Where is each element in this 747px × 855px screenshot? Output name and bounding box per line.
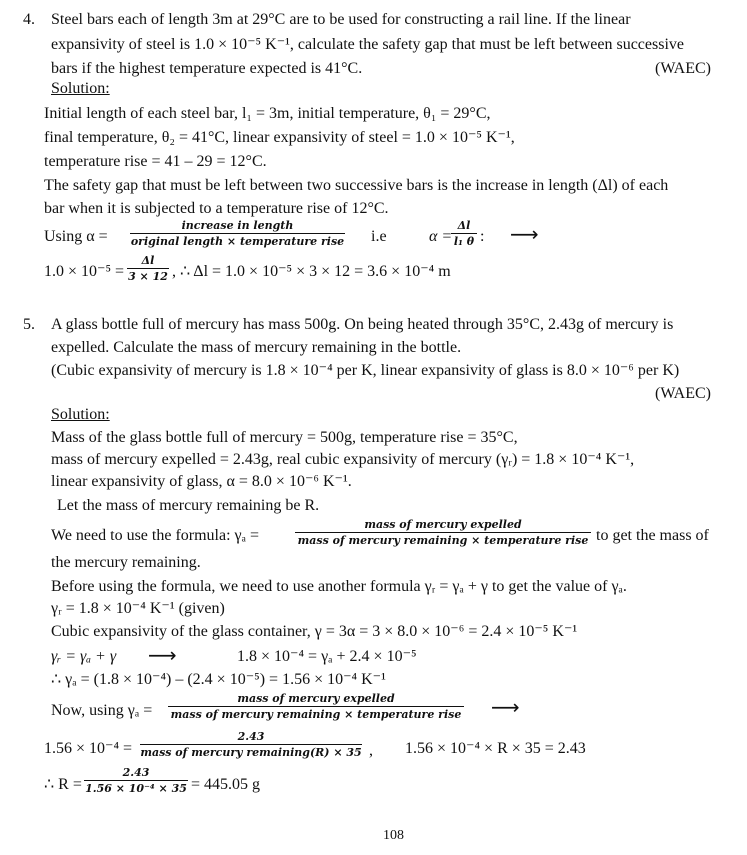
right-arrow-icon: ⟶ [491,695,520,719]
q4-calc-numerator: Δl [127,254,169,269]
q5-now-using: Now, using γₐ = [51,702,153,719]
q4-solution-line4: The safety gap that must be left between two successive bars is the increase in length (Δl) of each [44,177,669,194]
q4-solution-line3: temperature rise = 41 – 29 = 12°C. [44,153,267,170]
q4-solution-line1: Initial length of each steel bar, l₁ = 3m, initial temperature, θ₁ = 29°C, [44,105,491,122]
q4-formula-fraction [130,219,345,248]
q5-now-numerator: mass of mercury expelled [168,692,464,707]
q4-alpha-numerator: Δl [451,219,477,234]
q4-calc-fraction [127,254,169,283]
q5-r-fraction [84,766,188,795]
right-arrow-icon: ⟶ [148,643,177,667]
q4-alpha-fraction [451,219,477,248]
q5-source: (WAEC) [655,385,711,402]
q5-gamma-result: ∴ γₐ = (1.8 × 10⁻⁴) – (2.4 × 10⁻⁵) = 1.56 × 10⁻⁴ K⁻¹ [51,671,386,688]
q5-solution-line1: Mass of the glass bottle full of mercury = 500g, temperature rise = 35°C, [51,429,518,446]
q5-solution-line6: Before using the formula, we need to use another formula γᵣ = γₐ + γ to get the value of γₐ. [51,578,627,595]
q5-gamma-relation: γᵣ = γₐ + γ [51,648,117,665]
q4-calc-left: 1.0 × 10⁻⁵ = [44,263,125,280]
q4-source: (WAEC) [655,60,711,77]
q4-calc-right: , ∴ Δl = 1.0 × 10⁻⁵ × 3 × 12 = 3.6 × 10⁻⁴ m [172,263,451,280]
q5-to-get: to get the mass of [596,527,709,544]
q5-equation-left: 1.56 × 10⁻⁴ = [44,740,133,757]
q5-equation-fraction [140,730,362,759]
q5-result: = 445.05 g [191,776,261,793]
q4-text-line3: bars if the highest temperature expected is 41°C. [51,60,363,77]
q5-solution-line8: Cubic expansivity of the glass container, γ = 3α = 3 × 8.0 × 10⁻⁶ = 2.4 × 10⁻⁵ K⁻¹ [51,623,578,640]
q5-r-denominator: 1.56 × 10⁻⁴ × 35 [85,782,187,795]
q4-alpha-eq: α = [429,228,453,245]
q4-solution-label: Solution: [51,80,110,97]
q4-using-label: Using α = [44,228,108,245]
q4-colon: : [480,228,485,245]
q5-r-numerator: 2.43 [84,766,188,781]
q4-number: 4. [23,11,35,28]
q5-formula-fraction [295,518,591,547]
q5-text-line1: A glass bottle full of mercury has mass 500g. On being heated through 35°C, 2.43g of mercury is [51,316,674,333]
q5-equation-numerator: 2.43 [140,730,362,745]
q5-formula-denominator: mass of mercury remaining × temperature rise [297,534,589,547]
q4-solution-line2: final temperature, θ₂ = 41°C, linear expansivity of steel = 1.0 × 10⁻⁵ K⁻¹, [44,129,515,146]
q5-text-line3: (Cubic expansivity of mercury is 1.8 × 10⁻⁴ per K, linear expansivity of glass is 8.0 × 10⁻⁶ per K) [51,362,680,379]
q5-solution-line7: γᵣ = 1.8 × 10⁻⁴ K⁻¹ (given) [51,600,225,617]
q5-need-formula: We need to use the formula: γₐ = [51,527,260,544]
q5-equation-denominator: mass of mercury remaining(R) × 35 [140,746,362,759]
q5-solution-line3: linear expansivity of glass, α = 8.0 × 10⁻⁶ K⁻¹. [51,473,352,490]
q5-now-denominator: mass of mercury remaining × temperature rise [170,708,462,721]
q4-formula-numerator: increase in length [130,219,345,234]
q4-ie: i.e [371,228,387,245]
q4-formula-denominator: original length × temperature rise [130,235,345,248]
q5-gamma-substitution: 1.8 × 10⁻⁴ = γₐ + 2.4 × 10⁻⁵ [237,648,417,665]
q5-formula-numerator: mass of mercury expelled [295,518,591,533]
q5-solution-label: Solution: [51,406,110,423]
q5-equation-comma: , [369,742,373,759]
q4-text-line1: Steel bars each of length 3m at 29°C are to be used for constructing a rail line. If the linear [51,11,631,28]
q4-alpha-denominator: l₁ θ [453,235,475,248]
q5-equation-right: 1.56 × 10⁻⁴ × R × 35 = 2.43 [405,740,586,757]
q4-solution-line5: bar when it is subjected to a temperature rise of 12°C. [44,200,389,217]
q4-text-line2: expansivity of steel is 1.0 × 10⁻⁵ K⁻¹, calculate the safety gap that must be left between successive [51,36,684,53]
q5-solution-line2: mass of mercury expelled = 2.43g, real cubic expansivity of mercury (γᵣ) = 1.8 × 10⁻⁴ K⁻¹, [51,451,635,468]
q5-r-label: ∴ R = [44,776,82,793]
q5-text-line2: expelled. Calculate the mass of mercury remaining in the bottle. [51,339,462,356]
q5-number: 5. [23,316,35,333]
page-number: 108 [383,828,404,843]
right-arrow-icon: ⟶ [510,222,539,246]
q5-now-fraction [168,692,464,721]
q4-calc-denominator: 3 × 12 [128,270,168,283]
q5-solution-line5: the mercury remaining. [51,554,201,571]
q5-solution-line4: Let the mass of mercury remaining be R. [57,497,320,514]
